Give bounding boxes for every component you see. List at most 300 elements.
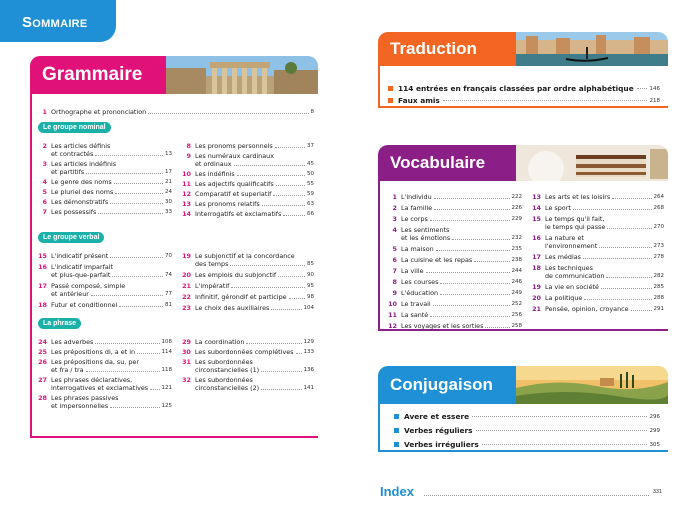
leader-dots: [296, 348, 302, 354]
leader-dots: [485, 322, 509, 328]
entry-page: 125: [161, 403, 172, 409]
entry-number: 13: [532, 193, 541, 201]
leader-dots: [234, 160, 305, 166]
entry-number: 32: [182, 376, 191, 384]
entry-page: 222: [511, 194, 522, 200]
leader-dots: [443, 100, 647, 101]
entry-number: 14: [532, 204, 541, 212]
entry-label: Infinitif, gérondif et participe: [195, 293, 287, 301]
leader-dots: [440, 289, 509, 295]
toc-entry[interactable]: [34, 198, 172, 206]
entry-label: Interrogatifs et exclamatifs: [195, 210, 282, 218]
leader-dots: [482, 444, 647, 445]
bullet-square-icon: [394, 428, 399, 433]
entry-page: 59: [307, 191, 314, 197]
entry-label: Le pluriel des noms: [51, 188, 114, 196]
toc-entry[interactable]: [34, 376, 172, 392]
entry-page: 273: [653, 243, 664, 249]
leader-dots: [230, 260, 305, 266]
entry-number: 19: [532, 283, 541, 291]
entry-number: 4: [392, 226, 397, 234]
toc-entry[interactable]: [528, 204, 664, 212]
entry-page: 296: [649, 413, 660, 420]
leader-dots: [601, 283, 652, 289]
entry-label: interrogatives et exclamatives: [51, 384, 149, 392]
entry-label: Verbes irréguliers: [404, 440, 479, 449]
entry-label: l'environnement: [545, 242, 598, 250]
leader-dots: [95, 150, 163, 156]
toc-entry[interactable]: [34, 394, 172, 410]
entry-label: La nature et: [545, 234, 584, 242]
entry-label: Passé composé, simple: [51, 282, 126, 290]
toc-entry[interactable]: [384, 204, 522, 212]
entry-label: Les courses: [401, 278, 439, 286]
leader-dots: [98, 208, 163, 214]
entry-page: 81: [165, 302, 172, 308]
toc-entry[interactable]: [34, 263, 172, 279]
entry-label: La famille: [401, 204, 433, 212]
entry-label: et ordinaux: [195, 160, 232, 168]
toc-entry[interactable]: [384, 289, 522, 297]
entry-label: L'éducation: [401, 289, 439, 297]
entry-number: 22: [182, 293, 191, 301]
entry-page: 114: [161, 349, 172, 355]
toc-entry[interactable]: [34, 252, 172, 260]
entry-page: 256: [511, 312, 522, 318]
leader-dots: [237, 170, 305, 176]
entry-page: 45: [307, 161, 314, 167]
entry-label: Les possessifs: [51, 208, 97, 216]
leader-dots: [114, 178, 163, 184]
toc-entry[interactable]: [178, 252, 314, 268]
leader-dots: [271, 304, 301, 310]
entry-number: 13: [182, 200, 191, 208]
entry-page: 104: [303, 305, 314, 311]
entry-label: La ville: [401, 267, 424, 275]
leader-dots: [440, 278, 509, 284]
entry-page: 70: [165, 253, 172, 259]
bullet-square-icon: [388, 98, 393, 103]
entry-label: Les phrases déclaratives,: [51, 376, 133, 384]
entry-label: L'impératif: [195, 282, 230, 290]
entry-page: 244: [511, 268, 522, 274]
leader-dots: [436, 245, 510, 251]
entry-label: Le corps: [401, 215, 428, 223]
entry-label: L'indicatif imparfait: [51, 263, 114, 271]
entry-page: 218: [649, 97, 660, 104]
toc-entry[interactable]: [34, 142, 172, 158]
entry-number: 19: [182, 252, 191, 260]
entry-label: Les sentiments: [401, 226, 450, 234]
entry-page: 264: [653, 194, 664, 200]
toc-entry[interactable]: [384, 300, 522, 308]
leader-dots: [112, 271, 163, 277]
leader-dots: [86, 366, 160, 372]
leader-dots: [434, 204, 509, 210]
leader-dots: [137, 348, 159, 354]
entry-page: 74: [165, 272, 172, 278]
toc-entry[interactable]: [384, 311, 522, 319]
toc-entry[interactable]: [528, 193, 664, 201]
entry-label: Faux amis: [398, 96, 440, 105]
leader-dots: [599, 242, 651, 248]
entry-label: Les subordonnées: [195, 376, 253, 384]
leader-dots: [584, 294, 651, 300]
leader-dots: [426, 267, 510, 273]
toc-entry[interactable]: [178, 170, 314, 178]
entry-label: Le sport: [545, 204, 571, 212]
entry-page: 258: [511, 323, 522, 329]
entry-label: de communication: [545, 272, 605, 280]
entry-label: Futur et conditionnel: [51, 301, 118, 309]
leader-dots: [110, 198, 163, 204]
entry-number: 7: [392, 267, 397, 275]
index-entry[interactable]: [380, 484, 662, 499]
toc-entry[interactable]: [528, 283, 664, 291]
index-page: 331: [652, 488, 662, 495]
toc-entry[interactable]: [394, 426, 660, 435]
toc-entry[interactable]: [34, 338, 172, 346]
entry-number: 29: [182, 338, 191, 346]
entry-label: circonstancielles (1): [195, 366, 260, 374]
entry-page: 249: [511, 290, 522, 296]
entry-page: 133: [303, 349, 314, 355]
toc-entry[interactable]: [178, 271, 314, 279]
entry-page: 30: [165, 199, 172, 205]
toc-entry[interactable]: [528, 234, 664, 250]
entry-page: 85: [307, 261, 314, 267]
vocabulaire-title: Vocabulaire: [378, 145, 516, 181]
entry-number: 10: [182, 170, 191, 178]
entry-number: 7: [42, 208, 47, 216]
entry-label: Les subordonnées complétives: [194, 348, 294, 356]
entry-label: des temps: [195, 260, 229, 268]
entry-page: 118: [161, 367, 172, 373]
leader-dots: [476, 430, 647, 431]
entry-page: 232: [511, 235, 522, 241]
leader-dots: [283, 210, 305, 216]
entry-label: Le genre des noms: [51, 178, 112, 186]
entry-page: 146: [649, 85, 660, 92]
toc-entry[interactable]: [34, 282, 172, 298]
leader-dots: [119, 301, 163, 307]
entry-label: L'individu: [401, 193, 432, 201]
toc-entry[interactable]: [528, 294, 664, 302]
entry-page: 268: [653, 205, 664, 211]
sommaire-tab: [0, 0, 116, 42]
leader-dots: [275, 142, 305, 148]
entry-label: Les indéfinis: [195, 170, 235, 178]
entry-page: 270: [653, 224, 664, 230]
toc-entry[interactable]: [384, 256, 522, 264]
entry-number: 1: [42, 108, 47, 116]
toc-entry[interactable]: [384, 267, 522, 275]
toc-entry[interactable]: [178, 293, 314, 301]
entry-label: Avere et essere: [404, 412, 470, 421]
entry-label: et impersonnelles: [51, 402, 109, 410]
leader-dots: [289, 293, 305, 299]
entry-label: Le choix des auxiliaires: [195, 304, 270, 312]
group-heading-pill: La phrase: [38, 318, 81, 329]
bullet-square-icon: [394, 442, 399, 447]
toc-entry[interactable]: [394, 412, 660, 421]
entry-label: Les prépositions da, su, per: [51, 358, 139, 366]
toc-entry[interactable]: [178, 358, 314, 374]
entry-number: 1: [392, 193, 397, 201]
leader-dots: [261, 366, 301, 372]
leader-dots: [150, 384, 159, 390]
toc-entry[interactable]: [384, 215, 522, 223]
toc-entry[interactable]: [394, 440, 660, 449]
entry-number: 31: [182, 358, 191, 366]
entry-number: 11: [388, 311, 397, 319]
entry-page: 24: [165, 189, 172, 195]
entry-page: 246: [511, 279, 522, 285]
toc-entry[interactable]: [178, 142, 314, 150]
entry-page: 63: [307, 201, 314, 207]
entry-label: et contractés: [51, 150, 94, 158]
entry-page: 98: [307, 294, 314, 300]
leader-dots: [430, 215, 510, 221]
leader-dots: [637, 88, 647, 89]
entry-label: La cuisine et les repas: [401, 256, 473, 264]
entry-label: Le subjonctif et la concordance: [195, 252, 295, 260]
entry-label: Les emplois du subjonctif: [195, 271, 277, 279]
entry-label: et les émotions: [401, 234, 451, 242]
entry-page: 229: [511, 216, 522, 222]
entry-number: 16: [38, 263, 47, 271]
group-heading-pill: Le groupe verbal: [38, 232, 104, 243]
entry-number: 9: [186, 152, 191, 160]
leader-dots: [91, 290, 163, 296]
leader-dots: [86, 168, 163, 174]
entry-number: 14: [182, 210, 191, 218]
entry-label: 114 entrées en français classées par ordre alphabétique: [398, 84, 634, 93]
entry-label: Les prépositions di, a et in: [51, 348, 136, 356]
entry-label: Verbes réguliers: [404, 426, 473, 435]
entry-label: La santé: [401, 311, 429, 319]
entry-page: 235: [511, 246, 522, 252]
rome-forum-photo: [166, 56, 318, 94]
entry-number: 11: [182, 180, 191, 188]
entry-page: 129: [303, 339, 314, 345]
entry-number: 12: [182, 190, 191, 198]
toc-entry[interactable]: [34, 108, 314, 116]
entry-page: 50: [307, 171, 314, 177]
entry-number: 27: [38, 376, 47, 384]
entry-page: 21: [165, 179, 172, 185]
leader-dots: [95, 338, 159, 344]
toc-entry[interactable]: [528, 253, 664, 261]
leader-dots: [433, 300, 510, 306]
entry-page: 108: [161, 339, 172, 345]
entry-label: Les médias: [545, 253, 581, 261]
toc-entry[interactable]: [178, 200, 314, 208]
entry-number: 20: [182, 271, 191, 279]
entry-number: 21: [182, 282, 191, 290]
toc-entry[interactable]: [34, 160, 172, 176]
entry-label: Les articles définis: [51, 142, 111, 150]
toc-entry[interactable]: [34, 208, 172, 216]
entry-number: 15: [532, 215, 541, 223]
entry-label: et plus-que-parfait: [51, 271, 111, 279]
traduction-header: [378, 32, 668, 66]
leader-dots: [452, 234, 509, 240]
toc-entry[interactable]: [178, 282, 314, 290]
entry-label: et antérieur: [51, 290, 89, 298]
toc-entry[interactable]: [384, 245, 522, 253]
entry-label: circonstancielles (2): [195, 384, 260, 392]
entry-number: 6: [42, 198, 47, 206]
leader-dots: [261, 384, 301, 390]
conjugaison-header: [378, 366, 668, 404]
entry-number: 12: [388, 322, 397, 330]
leader-dots: [573, 204, 652, 210]
entry-page: 278: [653, 254, 664, 260]
entry-page: 121: [161, 385, 172, 391]
toc-entry[interactable]: [34, 358, 172, 374]
leader-dots: [110, 402, 159, 408]
entry-page: 13: [165, 151, 172, 157]
entry-number: 18: [38, 301, 47, 309]
entry-number: 25: [38, 348, 47, 356]
entry-label: Les articles indéfinis: [51, 160, 117, 168]
entry-label: et fra / tra: [51, 366, 84, 374]
entry-label: Les adjectifs qualificatifs: [195, 180, 274, 188]
entry-page: 305: [649, 441, 660, 448]
vocabulaire-header: [378, 145, 668, 181]
entry-label: Les pronoms relatifs: [195, 200, 260, 208]
entry-label: Les adverbes: [51, 338, 94, 346]
toc-entry[interactable]: [528, 305, 664, 313]
toc-entry[interactable]: [388, 96, 660, 105]
entry-label: Les pronoms personnels: [195, 142, 273, 150]
toc-entry[interactable]: [528, 264, 664, 280]
entry-number: 8: [392, 278, 397, 286]
entry-number: 21: [532, 305, 541, 313]
venice-gondola-photo: [516, 32, 668, 66]
entry-number: 2: [392, 204, 397, 212]
entry-number: 3: [42, 160, 47, 168]
entry-number: 10: [388, 300, 397, 308]
leader-dots: [583, 253, 652, 259]
entry-label: Les voyages et les sorties: [401, 322, 484, 330]
leader-dots: [424, 488, 649, 496]
entry-number: 8: [186, 142, 191, 150]
entry-page: 55: [307, 181, 314, 187]
entry-page: 136: [303, 367, 314, 373]
toc-entry[interactable]: [178, 152, 314, 168]
entry-page: 66: [307, 211, 314, 217]
entry-label: Orthographe et prononciation: [51, 108, 147, 116]
toc-entry[interactable]: [178, 338, 314, 346]
toc-entry[interactable]: [384, 193, 522, 201]
toc-entry[interactable]: [34, 348, 172, 356]
leader-dots: [472, 416, 646, 417]
entry-page: 252: [511, 301, 522, 307]
entry-label: La coordination: [195, 338, 245, 346]
conjugaison-title: Conjugaison: [378, 366, 516, 404]
toc-entry[interactable]: [178, 376, 314, 392]
entry-page: 285: [653, 284, 664, 290]
leader-dots: [276, 180, 305, 186]
tuscany-landscape-photo: [516, 366, 668, 404]
group-heading-pill: Le groupe nominal: [38, 122, 111, 133]
entry-number: 30: [181, 348, 191, 356]
toc-entry[interactable]: [178, 304, 314, 312]
leader-dots: [278, 271, 305, 277]
leader-dots: [606, 272, 651, 278]
entry-page: 299: [649, 427, 660, 434]
index-label: Index: [380, 484, 414, 499]
entry-label: Le temps qu'il fait,: [545, 215, 605, 223]
entry-page: 37: [307, 143, 314, 149]
toc-entry[interactable]: [34, 188, 172, 196]
toc-entry[interactable]: [178, 190, 314, 198]
entry-label: Les subordonnées: [195, 358, 253, 366]
leader-dots: [115, 188, 163, 194]
entry-number: 5: [42, 188, 47, 196]
leader-dots: [246, 338, 301, 344]
bullet-square-icon: [394, 414, 399, 419]
entry-page: 141: [303, 385, 314, 391]
toc-entry[interactable]: [388, 84, 660, 93]
toc-entry[interactable]: [384, 226, 522, 242]
leader-dots: [110, 252, 163, 258]
grammaire-header: [30, 56, 318, 94]
leader-dots: [434, 193, 510, 199]
toc-entry[interactable]: [34, 301, 172, 309]
leader-dots: [607, 223, 651, 229]
entry-page: 288: [653, 295, 664, 301]
entry-number: 20: [532, 294, 541, 302]
leader-dots: [631, 305, 652, 311]
entry-label: La politique: [545, 294, 583, 302]
entry-label: Les numéraux cardinaux: [195, 152, 274, 160]
leader-dots: [612, 193, 651, 199]
toc-entry[interactable]: [178, 210, 314, 218]
toc-entry[interactable]: [178, 180, 314, 188]
entry-number: 17: [532, 253, 541, 261]
entry-page: 282: [653, 273, 664, 279]
entry-page: 17: [165, 169, 172, 175]
entry-label: Les arts et les loisirs: [545, 193, 611, 201]
leader-dots: [430, 311, 509, 317]
leader-dots: [148, 108, 308, 114]
leader-dots: [262, 200, 305, 206]
entry-label: le temps qui passe: [545, 223, 606, 231]
grammaire-title: Grammaire: [30, 56, 166, 94]
toc-entry[interactable]: [384, 278, 522, 286]
entry-label: et partitifs: [51, 168, 85, 176]
leader-dots: [474, 256, 509, 262]
toc-entry[interactable]: [528, 215, 664, 231]
entry-label: La maison: [401, 245, 434, 253]
entry-number: 9: [392, 289, 397, 297]
entry-number: 23: [182, 304, 191, 312]
entry-page: 77: [165, 291, 172, 297]
entry-page: 291: [653, 306, 664, 312]
entry-number: 16: [532, 234, 541, 242]
entry-number: 24: [38, 338, 47, 346]
toc-entry[interactable]: [384, 322, 522, 330]
entry-number: 6: [392, 256, 397, 264]
toc-entry[interactable]: [178, 348, 314, 356]
toc-entry[interactable]: [34, 178, 172, 186]
entry-page: 90: [307, 272, 314, 278]
traduction-title: Traduction: [378, 32, 516, 66]
entry-number: 5: [392, 245, 397, 253]
